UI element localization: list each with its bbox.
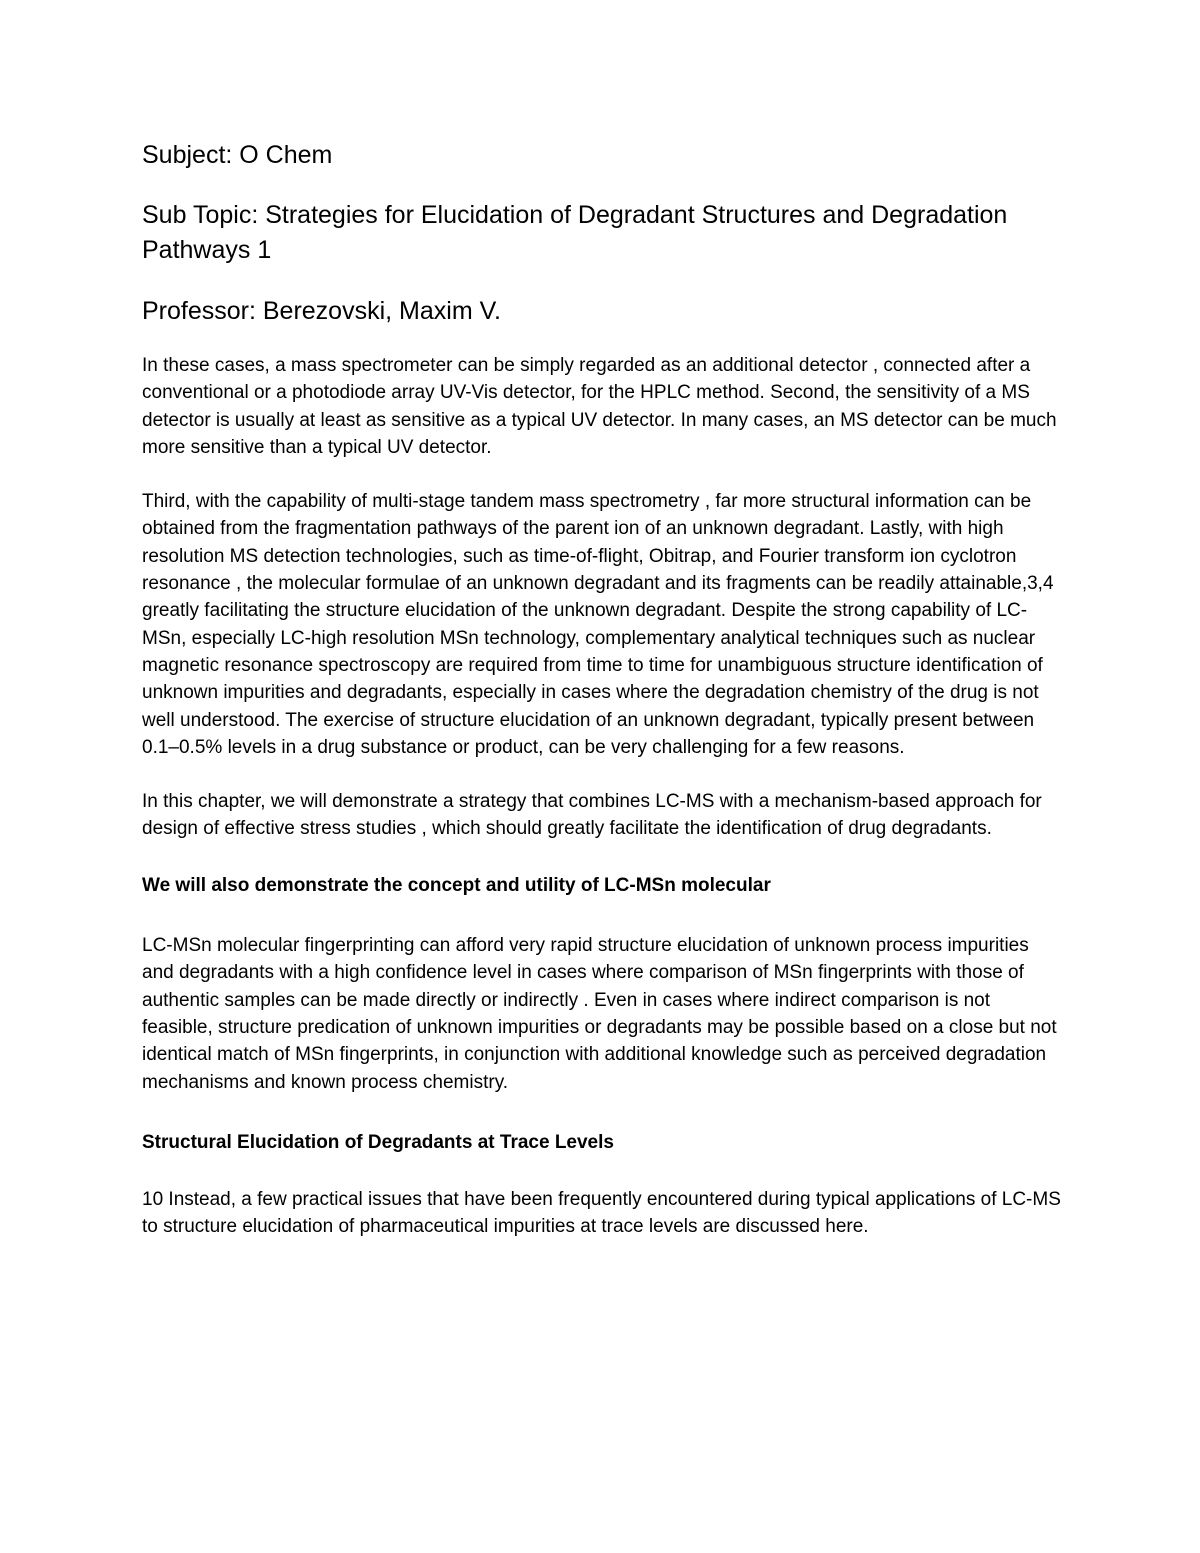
paragraph-detector: In these cases, a mass spectrometer can be simply regarded as an additional detector , connected after a conventional or a photodiode array UV-Vis detector, for the HPLC method. Second, the sensitivity of a MS detector is usually at least as sensitive as a typical UV detector. In many cases, an MS detector can be much more sensitive than a typical UV detector. <box>142 355 1057 458</box>
professor-heading: Professor: Berezovski, Maxim V. <box>142 297 501 325</box>
paragraph-fingerprinting: LC-MSn molecular fingerprinting can afford very rapid structure elucidation of unknown process impurities and degradants with a high confidence level in cases where comparison of MSn fingerprints with those of authentic samples can be made directly or indirectly . Even in cases where indirect comparison is not feasible, structure predication of unknown impurities or degradants may be possible based on a close but not identical match of MSn fingerprints, in conjunction with additional knowledge such as perceived degradation mechanisms and known process chemistry. <box>142 935 1057 1093</box>
bold-statement: We will also demonstrate the concept and utility of LC-MSn molecular <box>142 874 771 896</box>
paragraph-practical-issues: 10 Instead, a few practical issues that have been frequently encountered during typical applications of LC-MS to structure elucidation of pharmaceutical impurities at trace levels are discussed here. <box>142 1189 1061 1238</box>
subtopic-heading: Sub Topic: Strategies for Elucidation of Degradant Structures and Degradation Pathways 1 <box>142 201 1008 264</box>
paragraph-chapter-strategy: In this chapter, we will demonstrate a strategy that combines LC-MS with a mechanism-based approach for design of effective stress studies , which should greatly facilitate the identification of drug degradants. <box>142 791 1042 840</box>
section-heading: Structural Elucidation of Degradants at Trace Levels <box>142 1131 614 1153</box>
paragraph-tandem-ms: Third, with the capability of multi-stage tandem mass spectrometry , far more structural information can be obtained from the fragmentation pathways of the parent ion of an unknown degradant. Lastly, with high resolution MS detection technologies, such as time-of-flight, Obitrap, and Fourier transform ion cyclotron resonance , the molecular formulae of an unknown degradant and its fragments can be readily attainable,3,4 greatly facilitating the structure elucidation of the unknown degradant. Despite the strong capability of LC-MSn, especially LC-high resolution MSn technology, complementary analytical techniques such as nuclear magnetic resonance spectroscopy are required from time to time for unambiguous structure identification of unknown impurities and degradants, especially in cases where the degradation chemistry of the drug is not well understood. The exercise of structure elucidation of an unknown degradant, typically present between 0.1–0.5% levels in a drug substance or product, can be very challenging for a few reasons. <box>142 491 1054 758</box>
document-page <box>142 138 1062 1267</box>
subject-heading: Subject: O Chem <box>142 141 333 169</box>
